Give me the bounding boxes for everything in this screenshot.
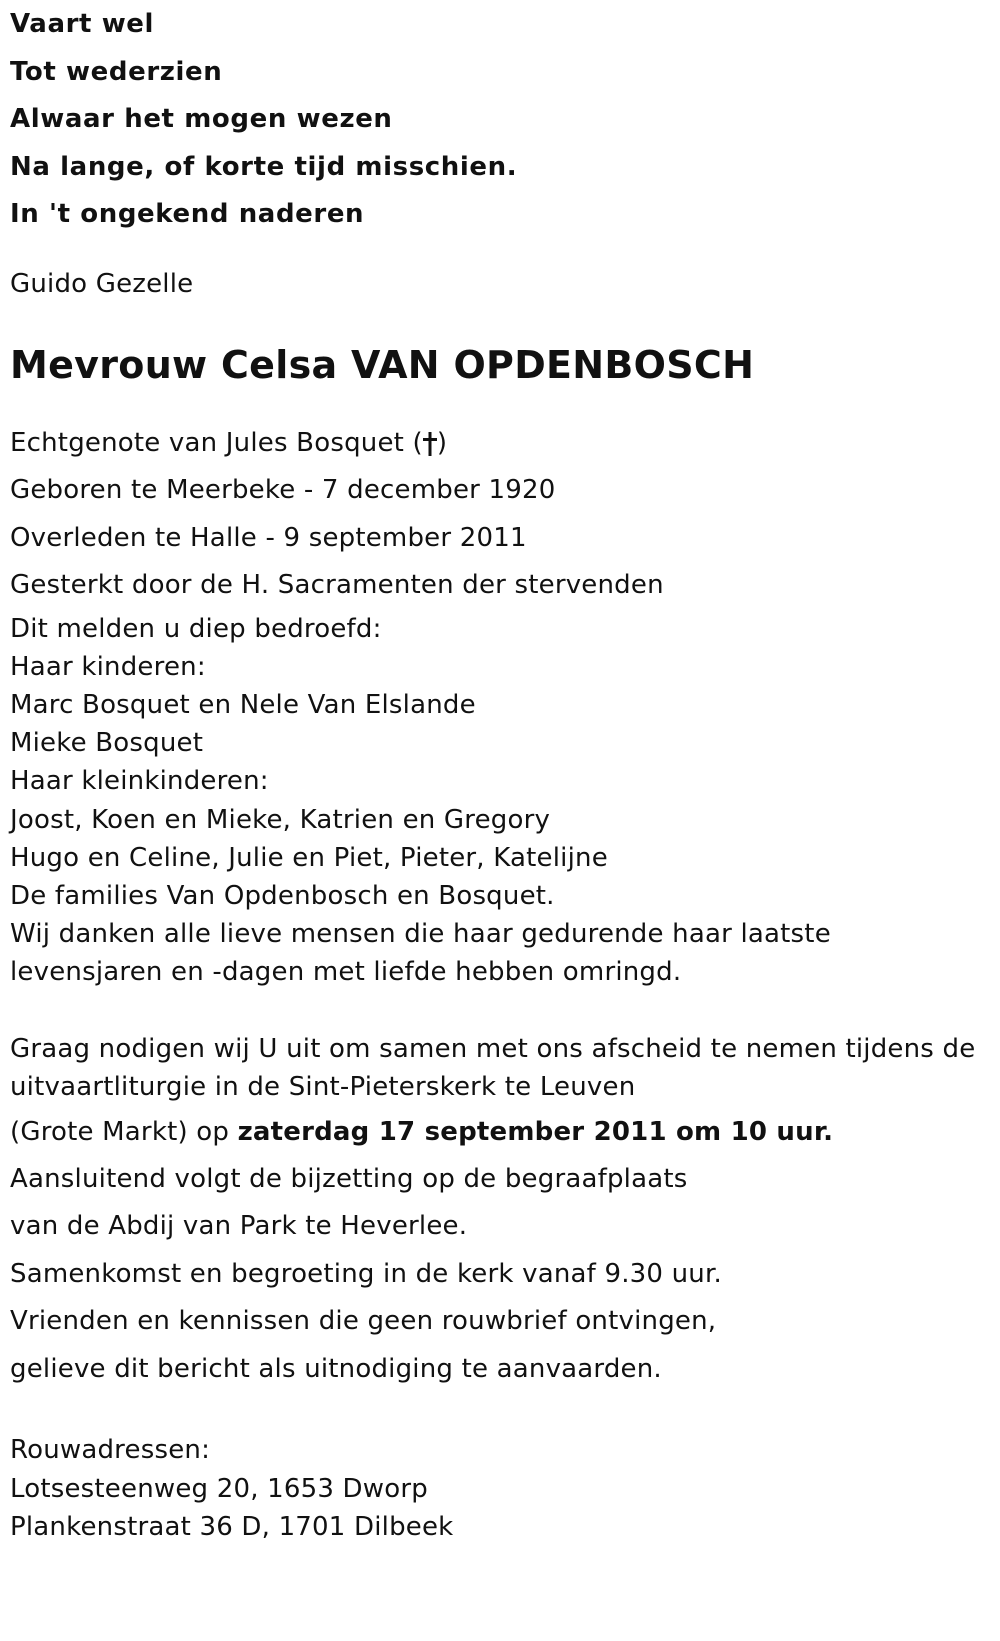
spacer: [10, 1393, 995, 1431]
family-line: Mieke Bosquet: [10, 728, 204, 759]
spouse-text: Echtgenote van Jules Bosquet (: [10, 427, 423, 458]
ceremony-line: Graag nodigen wij U uit om samen met ons afscheid te nemen tijdens de: [10, 1033, 976, 1064]
ceremony-date-line: [10, 1108, 995, 1156]
ceremony-details: [10, 1030, 995, 1394]
spouse-line: [10, 420, 995, 468]
family-announcement: [10, 610, 995, 992]
spacer: [10, 992, 995, 1030]
family-line: Haar kinderen:: [10, 651, 206, 682]
ceremony-datetime: zaterdag 17 september 2011 om 10 uur.: [237, 1116, 834, 1147]
family-line: Marc Bosquet en Nele Van Elslande: [10, 689, 476, 720]
family-line: levensjaren en -dagen met liefde hebben omringd.: [10, 957, 682, 988]
address-line: Lotsesteenweg 20, 1653 Dworp: [10, 1473, 428, 1504]
poem-author: Guido Gezelle: [10, 268, 194, 299]
family-line: Joost, Koen en Mieke, Katrien en Gregory: [10, 804, 551, 835]
poem-line: In 't ongekend naderen: [10, 199, 365, 229]
deceased-name: Mevrouw Celsa VAN OPDENBOSCH: [10, 342, 755, 387]
mourning-addresses: [10, 1431, 995, 1546]
ceremony-line: Vrienden en kennissen die geen rouwbrief ontvingen,: [10, 1306, 717, 1337]
poem: [10, 0, 995, 239]
spouse-suffix: ): [436, 427, 448, 458]
cross-icon: [423, 432, 437, 454]
ceremony-line: van de Abdij van Park te Heverlee.: [10, 1211, 468, 1242]
family-line: Wij danken alle lieve mensen die haar gedurende haar laatste: [10, 919, 831, 950]
biography: [10, 420, 995, 610]
ceremony-line: gelieve dit bericht als uitnodiging te aanvaarden.: [10, 1353, 662, 1384]
family-line: Hugo en Celine, Julie en Piet, Pieter, Katelijne: [10, 842, 608, 873]
poem-line: Tot wederzien: [10, 56, 223, 87]
ceremony-line: Aansluitend volgt de bijzetting op de begraafplaats: [10, 1163, 688, 1194]
died-line: Overleden te Halle - 9 september 2011: [10, 522, 527, 553]
family-line: Haar kleinkinderen:: [10, 766, 269, 797]
poem-line: Na lange, of korte tijd misschien.: [10, 151, 518, 182]
addresses-heading: Rouwadressen:: [10, 1435, 211, 1466]
poem-line: Alwaar het mogen wezen: [10, 104, 393, 134]
family-line: De families Van Opdenbosch en Bosquet.: [10, 880, 555, 911]
obituary-page: [10, 0, 995, 1546]
address-line: Plankenstraat 36 D, 1701 Dilbeek: [10, 1511, 454, 1542]
ceremony-line: uitvaartliturgie in de Sint-Pieterskerk te Leuven: [10, 1071, 636, 1102]
sacraments-line: Gesterkt door de H. Sacramenten der stervenden: [10, 570, 664, 600]
family-line: Dit melden u diep bedroefd:: [10, 613, 382, 644]
ceremony-line: Samenkomst en begroeting in de kerk vanaf 9.30 uur.: [10, 1258, 722, 1289]
poem-line: Vaart wel: [10, 9, 155, 39]
born-line: Geboren te Meerbeke - 7 december 1920: [10, 475, 556, 505]
ceremony-location: (Grote Markt) op: [10, 1116, 238, 1147]
